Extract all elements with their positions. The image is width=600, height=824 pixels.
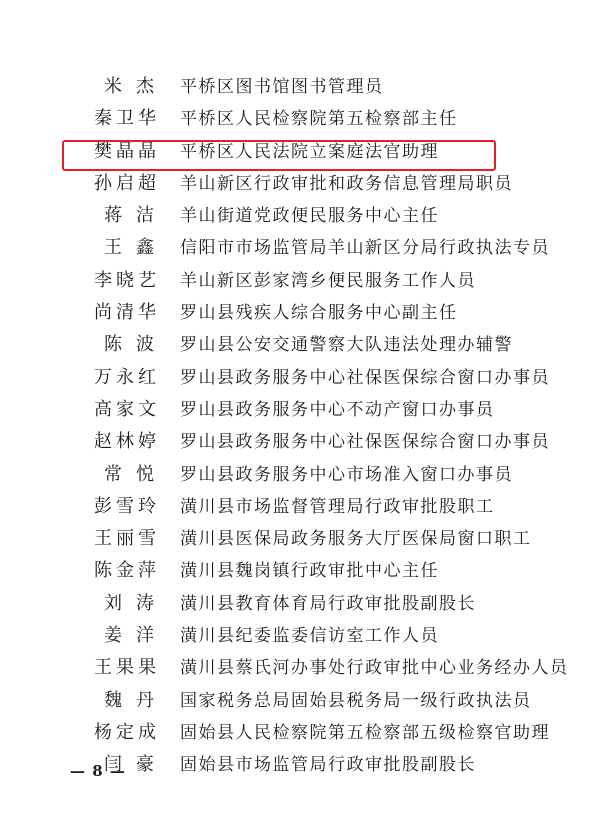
person-title: 罗山县政务服务中心社保医保综合窗口办事员 (180, 367, 550, 388)
person-name: 赵林婷 (94, 431, 156, 453)
person-name: 尚清华 (94, 302, 156, 324)
person-title: 潢川县市场监督管理局行政审批股职工 (180, 496, 495, 517)
list-item (0, 233, 600, 265)
person-title: 国家税务总局固始县税务局一级行政执法员 (180, 690, 532, 711)
person-name: 王 鑫 (104, 237, 154, 259)
person-name: 蒋 洁 (104, 205, 154, 227)
page-number: — 8 — (70, 762, 126, 780)
list-item (0, 621, 600, 653)
person-title: 羊山新区行政审批和政务信息管理局职员 (180, 173, 513, 194)
person-title: 罗山县政务服务中心不动产窗口办事员 (180, 399, 495, 420)
person-name: 秦卫华 (94, 108, 156, 130)
person-title: 罗山县公安交通警察大队违法处理办辅警 (180, 335, 513, 356)
list-item (0, 330, 600, 362)
person-name: 魏 丹 (104, 689, 154, 711)
person-name: 王丽雪 (94, 528, 156, 550)
person-name: 孙启超 (94, 172, 156, 194)
person-name: 闫 豪 (104, 754, 154, 776)
person-name: 陈 波 (104, 334, 154, 356)
highlight-box (62, 140, 496, 171)
person-name: 彭雪玲 (94, 495, 156, 517)
name-list (0, 72, 600, 783)
list-item (0, 363, 600, 395)
list-item (0, 492, 600, 524)
list-item (0, 653, 600, 685)
person-name: 李晓艺 (94, 269, 156, 291)
person-title: 潢川县魏岗镇行政审批中心主任 (180, 561, 439, 582)
list-item (0, 298, 600, 330)
person-name: 王果果 (94, 657, 156, 679)
list-item (0, 718, 600, 750)
list-item (0, 556, 600, 588)
person-title: 罗山县残疾人综合服务中心副主任 (180, 303, 458, 324)
person-title: 信阳市市场监管局羊山新区分局行政执法专员 (180, 238, 550, 259)
person-title: 罗山县政务服务中心社保医保综合窗口办事员 (180, 432, 550, 453)
list-item (0, 169, 600, 201)
person-title: 平桥区人民法院立案庭法官助理 (180, 141, 439, 162)
person-name: 杨定成 (94, 721, 156, 743)
list-item (0, 104, 600, 136)
person-name: 姜 洋 (104, 625, 154, 647)
list-item (0, 589, 600, 621)
person-title: 罗山县政务服务中心市场准入窗口办事员 (180, 464, 513, 485)
list-item (0, 201, 600, 233)
list-item (0, 266, 600, 298)
person-name: 高家文 (94, 398, 156, 420)
person-title: 羊山街道党政便民服务中心主任 (180, 206, 439, 227)
person-title: 潢川县蔡氏河办事处行政审批中心业务经办人员 (180, 658, 569, 679)
list-item (0, 686, 600, 718)
person-name: 刘 涛 (104, 592, 154, 614)
list-item (0, 427, 600, 459)
person-title: 固始县市场监管局行政审批股副股长 (180, 755, 476, 776)
person-title: 固始县人民检察院第五检察部五级检察官助理 (180, 722, 550, 743)
person-title: 潢川县教育体育局行政审批股副股长 (180, 593, 476, 614)
person-name: 陈金萍 (94, 560, 156, 582)
list-item (0, 72, 600, 104)
person-title: 平桥区人民检察院第五检察部主任 (180, 109, 458, 130)
list-item (0, 460, 600, 492)
list-item (0, 395, 600, 427)
person-name: 万永红 (94, 366, 156, 388)
person-title: 平桥区图书馆图书管理员 (180, 77, 384, 97)
person-name: 樊晶晶 (94, 140, 156, 162)
person-title: 潢川县医保局政务服务大厅医保局窗口职工 (180, 529, 532, 550)
person-name: 米 杰 (104, 76, 154, 97)
person-title: 羊山新区彭家湾乡便民服务工作人员 (180, 270, 476, 291)
person-name: 常 悦 (104, 463, 154, 485)
person-title: 潢川县纪委监委信访室工作人员 (180, 626, 439, 647)
list-item (0, 524, 600, 556)
